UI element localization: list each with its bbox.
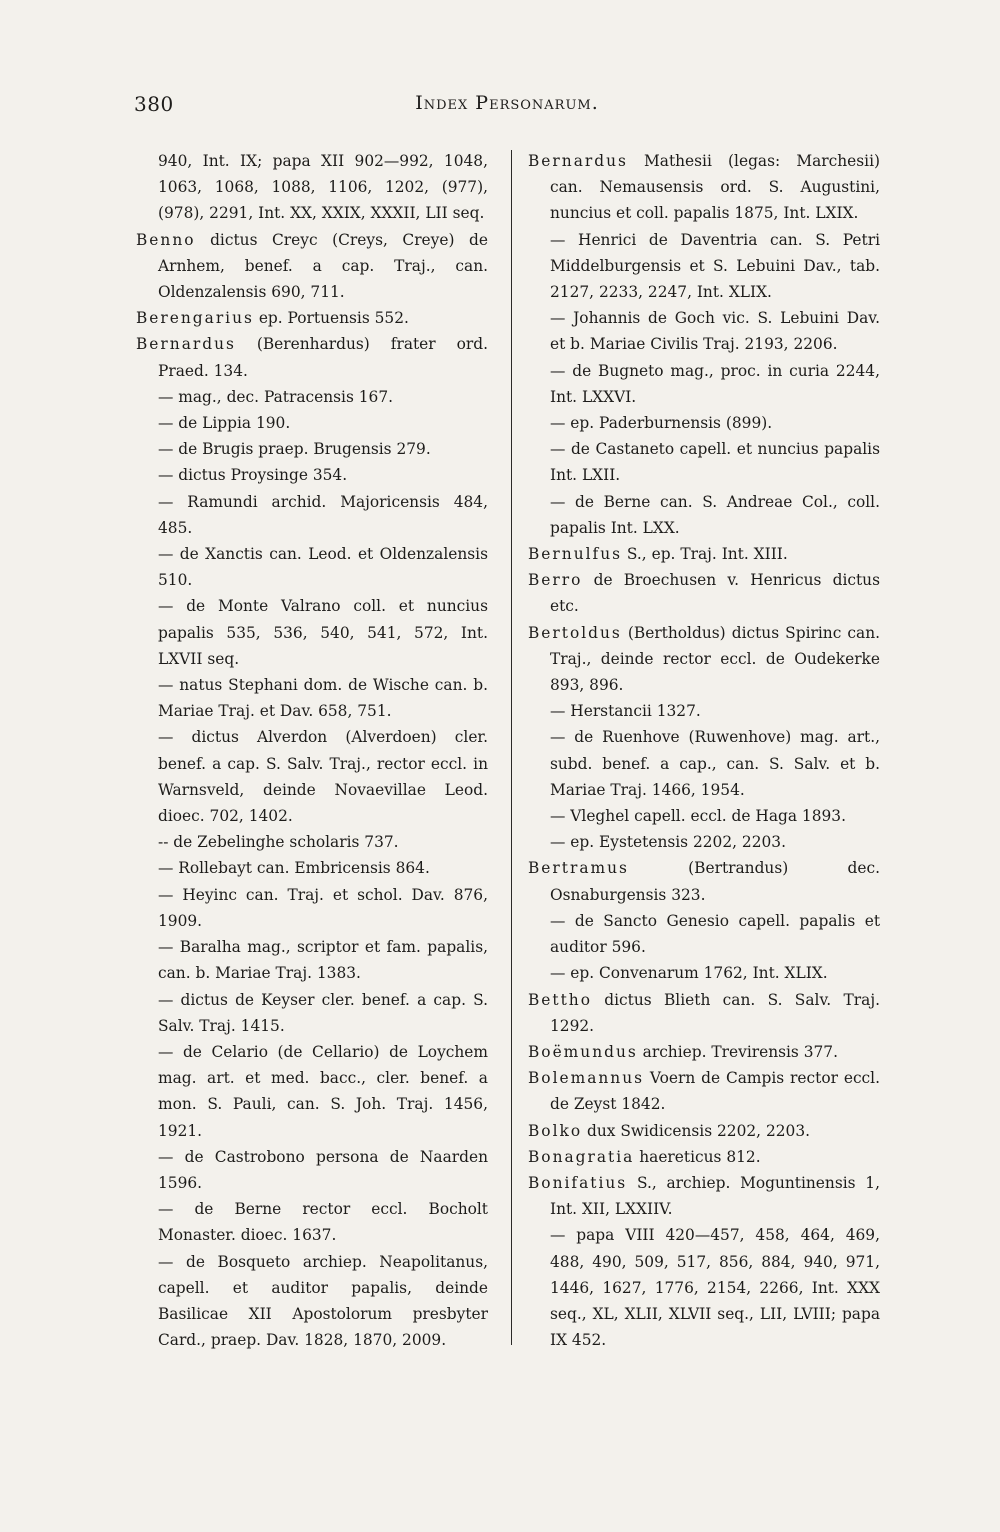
index-entry [528, 1065, 880, 1117]
entry-text: — de Bugneto mag., proc. in curia 2244, Int. LXXVI. [550, 361, 880, 406]
entry-text: — ep. Paderburnensis (899). [550, 414, 773, 433]
entry-text: S., archiep. Moguntinensis 1, Int. XII, LXXIIV. [550, 1173, 880, 1219]
entry-text: archiep. Trevirensis 377. [637, 1042, 838, 1061]
entry-headword: Bernulfus [528, 545, 623, 564]
index-subentry [136, 462, 488, 488]
entry-text: — de Castaneto capell. et nuncius papalis Int. LXII. [550, 440, 880, 485]
index-subentry [136, 829, 488, 855]
index-subentry [136, 672, 488, 724]
entry-text: Mathesii (legas: Marchesii) can. Nemausensis ord. S. Augustini, nuncius et coll. papalis 1875, Int. LXIX. [550, 152, 880, 223]
index-entry [528, 1039, 880, 1065]
index-subentry [136, 489, 488, 541]
index-entry [136, 331, 488, 383]
running-title: Index Personarum. [415, 92, 599, 114]
index-subentry [136, 436, 488, 462]
entry-text: — Ramundi archid. Majoricensis 484, 485. [158, 492, 488, 537]
entry-headword: Bertoldus [528, 623, 622, 642]
entry-headword: Bolko [528, 1121, 583, 1140]
index-entry [528, 987, 880, 1039]
index-entry [528, 855, 880, 907]
index-subentry [136, 410, 488, 436]
entry-text: (Berenhardus) frater ord. Praed. 134. [158, 335, 488, 380]
entry-text: — de Brugis praep. Brugensis 279. [158, 440, 431, 459]
index-entry [528, 1144, 880, 1170]
entry-text: — de Bosqueto archiep. Neapolitanus, capell. et auditor papalis, deinde Basilicae XII Apostolorum presbyter Card., praep. Dav. 1828, 1870, 2009. [158, 1252, 488, 1350]
left-column [136, 148, 488, 1353]
entry-text: — ep. Eystetensis 2202, 2203. [550, 833, 786, 852]
entry-text: 940, Int. IX; papa XII 902—992, 1048, 1063, 1068, 1088, 1106, 1202, (977), (978), 2291, Int. XX, XXIX, XXXII, LII seq. [158, 152, 488, 223]
entry-headword: Boëmundus [528, 1042, 638, 1061]
index-subentry [528, 724, 880, 803]
entry-headword: Berro [528, 571, 583, 590]
index-subentry [528, 410, 880, 436]
entry-text: — Henrici de Daventria can. S. Petri Middelburgensis et S. Lebuini Dav., tab. 2127, 2233, 2247, Int. XLIX. [550, 230, 880, 302]
entry-text: — dictus de Keyser cler. benef. a cap. S. Salv. Traj. 1415. [158, 990, 488, 1035]
entry-headword: Benno [136, 230, 196, 249]
right-column [528, 148, 880, 1353]
index-entry [528, 541, 880, 567]
entry-text: — dictus Proysinge 354. [158, 466, 348, 485]
entry-text: haereticus 812. [634, 1147, 761, 1166]
index-subentry [528, 358, 880, 410]
entry-text: — de Lippia 190. [158, 414, 291, 433]
entry-headword: Bolemannus [528, 1069, 645, 1088]
entry-text: — de Xanctis can. Leod. et Oldenzalensis 510. [158, 545, 488, 590]
entry-text: dictus Blieth can. S. Salv. Traj. 1292. [550, 990, 880, 1035]
entry-text: — ep. Convenarum 1762, Int. XLIX. [550, 964, 828, 983]
entry-headword: Bonagratia [528, 1147, 635, 1166]
entry-text: — de Berne can. S. Andreae Col., coll. papalis Int. LXX. [550, 492, 880, 537]
index-entry [136, 227, 488, 306]
column-divider [511, 150, 512, 1345]
entry-headword: Berengarius [136, 309, 254, 328]
entry-headword: Bernardus [528, 152, 628, 170]
index-subentry [136, 1144, 488, 1196]
entry-text: — de Celario (de Cellario) de Loychem mag. art. et med. bacc., cler. benef. a mon. S. Pauli, can. S. Joh. Traj. 1456, 1921. [158, 1042, 488, 1140]
index-entry [528, 567, 880, 619]
page-header [134, 92, 880, 122]
index-entry [528, 1170, 880, 1222]
index-subentry [528, 960, 880, 986]
entry-text: — de Castrobono persona de Naarden 1596. [158, 1147, 488, 1192]
entry-text: — natus Stephani dom. de Wische can. b. Mariae Traj. et Dav. 658, 751. [158, 676, 488, 721]
entry-text: — Johannis de Goch vic. S. Lebuini Dav. et b. Mariae Civilis Traj. 2193, 2206. [550, 309, 880, 354]
index-entry [136, 305, 488, 331]
entry-text: Voern de Campis rector eccl. de Zeyst 1842. [550, 1069, 880, 1114]
entry-text: dux Swidicensis 2202, 2203. [582, 1121, 810, 1140]
entry-text: — Herstancii 1327. [550, 702, 701, 721]
index-subentry [136, 882, 488, 934]
entry-headword: Bertramus [528, 859, 629, 878]
entry-headword: Bettho [528, 990, 592, 1009]
entry-text: (Bertrandus) dec. Osnaburgensis 323. [550, 859, 880, 904]
index-subentry [136, 1039, 488, 1144]
entry-text: — papa VIII 420—457, 458, 464, 469, 488, 490, 509, 517, 856, 884, 940, 971, 1446, 1627, 1776, 2154, 2266, Int. XXX seq., XL, XLII, XLVII seq., LII, LVIII; papa IX 452. [550, 1226, 880, 1350]
index-entry [528, 148, 880, 227]
entry-text: de Broechusen v. Henricus dictus etc. [550, 571, 880, 616]
index-entry-continuation [136, 148, 488, 227]
entry-text: — de Ruenhove (Ruwenhove) mag. art., subd. benef. a cap., can. S. Salv. et b. Mariae Traj. 1466, 1954. [550, 728, 880, 799]
entry-text: — dictus Alverdon (Alverdoen) cler. benef. a cap. S. Salv. Traj., rector eccl. in Warnsveld, deinde Novaevillae Leod. dioec. 702, 1402. [158, 728, 488, 826]
index-subentry [136, 987, 488, 1039]
index-entry [528, 1118, 880, 1144]
index-subentry [528, 436, 880, 488]
index-subentry [528, 698, 880, 724]
entry-text: (Bertholdus) dictus Spirinc can. Traj., deinde rector eccl. de Oudekerke 893, 896. [550, 623, 880, 695]
index-subentry [528, 908, 880, 960]
index-subentry [136, 384, 488, 410]
index-subentry [136, 934, 488, 986]
entry-headword: Bonifatius [528, 1173, 628, 1192]
index-subentry [528, 1222, 880, 1353]
entry-text: — de Sancto Genesio capell. papalis et auditor 596. [550, 911, 880, 957]
index-subentry [136, 541, 488, 593]
index-subentry [528, 305, 880, 357]
index-subentry [136, 724, 488, 829]
index-entry [528, 620, 880, 699]
index-subentry [528, 227, 880, 306]
page-number: 380 [134, 92, 174, 116]
entry-text: dictus Creyc (Creys, Creye) de Arnhem, benef. a cap. Traj., can. Oldenzalensis 690, 711. [158, 230, 488, 302]
entry-text: — Rollebayt can. Embricensis 864. [158, 859, 430, 878]
entry-text: -- de Zebelinghe scholaris 737. [158, 833, 399, 852]
index-subentry [136, 1196, 488, 1248]
index-subentry [136, 593, 488, 672]
index-subentry [528, 803, 880, 829]
entry-text: — Heyinc can. Traj. et schol. Dav. 876, 1909. [158, 885, 488, 930]
entry-text: — de Berne rector eccl. Bocholt Monaster. dioec. 1637. [158, 1200, 488, 1245]
index-subentry [528, 829, 880, 855]
entry-text: — de Monte Valrano coll. et nuncius papalis 535, 536, 540, 541, 572, Int. LXVII seq. [158, 597, 488, 668]
entry-text: — Baralha mag., scriptor et fam. papalis, can. b. Mariae Traj. 1383. [158, 938, 488, 983]
index-subentry [136, 1249, 488, 1354]
index-subentry [528, 489, 880, 541]
entry-text: ep. Portuensis 552. [253, 309, 409, 328]
entry-text: S., ep. Traj. Int. XIII. [622, 545, 788, 564]
entry-text: — Vleghel capell. eccl. de Haga 1893. [550, 807, 846, 826]
index-subentry [136, 855, 488, 881]
entry-text: — mag., dec. Patracensis 167. [158, 387, 394, 406]
entry-headword: Bernardus [136, 335, 236, 354]
